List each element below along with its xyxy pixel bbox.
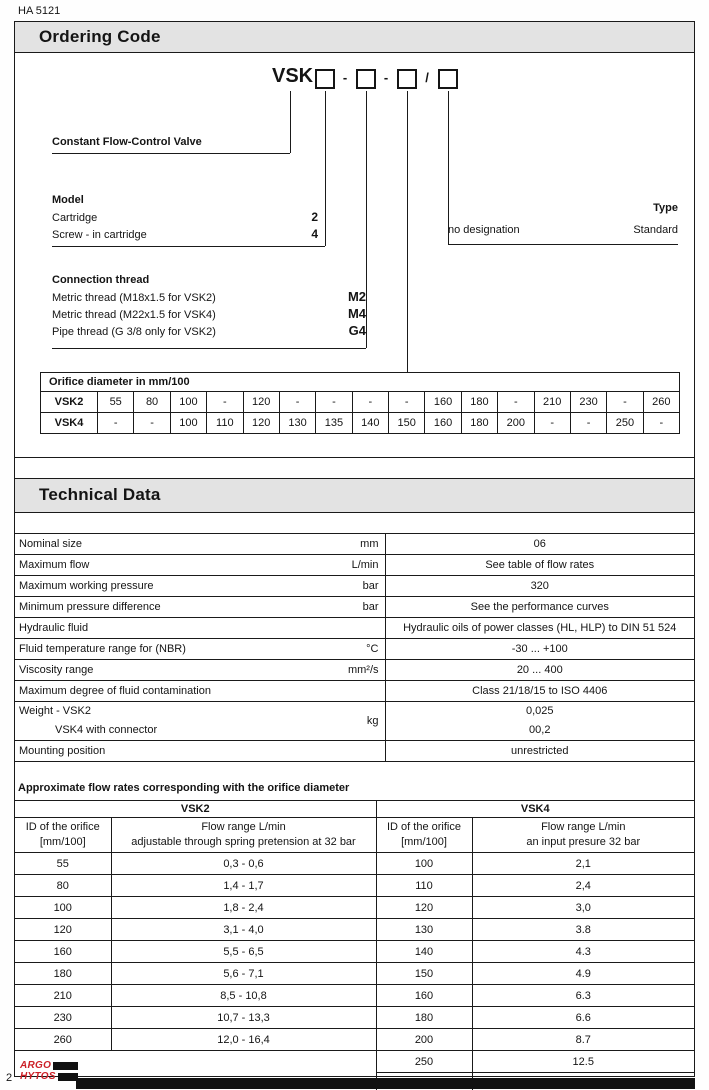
tech-value	[385, 597, 694, 618]
argo-hytos-logo	[20, 1060, 78, 1082]
tech-value-line1: 06	[533, 537, 546, 550]
tech-value	[385, 681, 694, 702]
orifice-cell: 180	[461, 413, 497, 434]
technical-data-row	[15, 639, 694, 660]
flow-cell-range-vsk2	[111, 1051, 376, 1073]
flow-cell-id-vsk4: 180	[376, 1007, 472, 1029]
tech-parameter-line1: Maximum flow	[19, 558, 90, 571]
tech-parameter	[15, 639, 329, 660]
flow-col-id-vsk2-line2: [mm/100]	[39, 836, 86, 848]
tech-parameter-line1: Fluid temperature range for (NBR)	[19, 642, 186, 655]
orifice-cell: 210	[534, 392, 570, 413]
orifice-cell: -	[389, 392, 425, 413]
model-rows	[52, 209, 318, 243]
model-row-label: Cartridge	[52, 212, 98, 224]
flow-cell-range-vsk4: 6.6	[472, 1007, 694, 1029]
connection-row	[52, 306, 366, 323]
flow-cell-id-vsk4: 160	[376, 985, 472, 1007]
flow-col-range-vsk2-line1: Flow range L/min	[201, 821, 286, 833]
flow-cell-range-vsk4: 12.5	[472, 1051, 694, 1073]
tech-parameter-line1: Mounting position	[19, 744, 106, 757]
flow-cell-range-vsk4: 6.3	[472, 985, 694, 1007]
model-row	[52, 209, 318, 226]
underline-valve-label	[52, 153, 290, 154]
ordering-code-prefix: VSK	[272, 65, 314, 87]
page-number: 2	[6, 1072, 13, 1084]
orifice-cell: 100	[170, 413, 206, 434]
tech-value	[385, 618, 694, 639]
flow-rate-row	[15, 1029, 694, 1051]
flow-rates-table	[15, 800, 694, 1090]
orifice-cell: 100	[170, 392, 206, 413]
flow-cell-range-vsk2: 5,5 - 6,5	[111, 941, 376, 963]
tech-unit: °C	[329, 639, 385, 660]
tech-value-line1: unrestricted	[511, 744, 569, 757]
connection-rows	[52, 289, 366, 340]
tech-value	[385, 741, 694, 762]
flow-rate-row	[15, 985, 694, 1007]
code-box-connection	[356, 69, 376, 89]
orifice-cell: -	[570, 413, 606, 434]
logo-row-argo	[20, 1060, 78, 1071]
tech-parameter-line1: Maximum working pressure	[19, 579, 154, 592]
flow-rate-row	[15, 897, 694, 919]
connection-thread-group	[52, 274, 366, 340]
tech-value	[385, 576, 694, 597]
flow-cell-id-vsk2: 210	[15, 985, 111, 1007]
flow-cell-id-vsk2: 230	[15, 1007, 111, 1029]
orifice-cell: -	[607, 392, 643, 413]
flow-cell-range-vsk4: 2,4	[472, 875, 694, 897]
orifice-cell: 150	[389, 413, 425, 434]
connection-row-label: Metric thread (M18x1.5 for VSK2)	[52, 292, 216, 304]
flow-group-vsk2: VSK2	[15, 801, 376, 818]
tech-parameter	[15, 555, 329, 576]
logo-row-hytos	[20, 1071, 78, 1082]
flow-column-header-row	[15, 818, 694, 853]
tech-unit: L/min	[329, 555, 385, 576]
orifice-cell: 160	[425, 413, 461, 434]
flow-cell-range-vsk4: 8.7	[472, 1029, 694, 1051]
code-separator-2: -	[383, 70, 389, 85]
flow-col-id-vsk2	[15, 818, 111, 853]
orifice-row-vsk2	[41, 392, 680, 413]
document-code: HA 5121	[18, 5, 61, 17]
model-row-code: 4	[311, 227, 318, 241]
tech-value	[385, 702, 694, 741]
tech-parameter-line1: Viscosity range	[19, 663, 94, 676]
flow-rate-row	[15, 853, 694, 875]
technical-data-row	[15, 597, 694, 618]
tech-unit	[329, 618, 385, 639]
orifice-cell: -	[316, 392, 352, 413]
orifice-cell: 110	[207, 413, 243, 434]
technical-data-body	[15, 534, 694, 762]
model-group	[52, 194, 318, 243]
flow-rates-title: Approximate flow rates corresponding with the orifice diameter	[18, 782, 350, 794]
logo-argo-text: ARGO	[20, 1060, 52, 1071]
flow-cell-id-vsk4: 130	[376, 919, 472, 941]
tech-parameter-line2: VSK4 with connector	[55, 724, 158, 736]
orifice-row-label: VSK2	[41, 392, 98, 413]
tech-value-line1: -30 ... +100	[511, 642, 568, 655]
flow-rate-row	[15, 875, 694, 897]
flow-cell-range-vsk2: 3,1 - 4,0	[111, 919, 376, 941]
tech-unit: bar	[329, 576, 385, 597]
flow-cell-id-vsk4: 200	[376, 1029, 472, 1051]
flow-cell-id-vsk4: 110	[376, 875, 472, 897]
technical-data-row	[15, 576, 694, 597]
flow-cell-id-vsk4: 140	[376, 941, 472, 963]
model-row	[52, 226, 318, 243]
tech-parameter	[15, 618, 329, 639]
flow-col-id-vsk2-line1: ID of the orifice	[25, 821, 100, 833]
tech-value	[385, 555, 694, 576]
technical-data-row	[15, 741, 694, 762]
flow-col-id-vsk4-line2: [mm/100]	[401, 836, 447, 848]
connector-line-connection	[366, 91, 367, 348]
ordering-code-diagram	[15, 53, 694, 458]
type-row	[448, 222, 678, 238]
connection-row	[52, 289, 366, 306]
technical-data-row	[15, 660, 694, 681]
logo-hytos-text: HYTOS	[20, 1071, 56, 1082]
connection-row	[52, 323, 366, 340]
technical-data-header: Technical Data	[15, 478, 694, 513]
orifice-cell: 135	[316, 413, 352, 434]
tech-unit: bar	[329, 597, 385, 618]
flow-cell-id-vsk2: 80	[15, 875, 111, 897]
flow-col-range-vsk4	[472, 818, 694, 853]
tech-value-line2: 00,2	[529, 724, 551, 736]
tech-parameter	[15, 576, 329, 597]
orifice-cell: 250	[607, 413, 643, 434]
flow-cell-range-vsk2: 0,3 - 0,6	[111, 853, 376, 875]
flow-rates-body	[15, 853, 694, 1090]
flow-col-range-vsk2-line2: adjustable through spring pretension at 32 bar	[131, 836, 356, 848]
type-row-value: Standard	[633, 224, 678, 236]
orifice-cell: 55	[98, 392, 134, 413]
flow-cell-id-vsk4: 150	[376, 963, 472, 985]
flow-col-range-vsk2	[111, 818, 376, 853]
logo-bar-bottom	[58, 1073, 78, 1081]
model-row-label: Screw - in cartridge	[52, 229, 147, 241]
flow-cell-id-vsk2: 55	[15, 853, 111, 875]
flow-col-id-vsk4	[376, 818, 472, 853]
orifice-cell: -	[643, 413, 679, 434]
technical-data-table	[15, 533, 694, 762]
code-box-type	[438, 69, 458, 89]
type-group-title: Type	[653, 202, 678, 214]
technical-data-row	[15, 555, 694, 576]
flow-group-header-row	[15, 801, 694, 818]
flow-cell-id-vsk2: 260	[15, 1029, 111, 1051]
orifice-cell: 120	[243, 392, 279, 413]
connection-row-code: M2	[347, 289, 366, 304]
technical-data-row	[15, 534, 694, 555]
flow-group-vsk4: VSK4	[376, 801, 694, 818]
tech-value-line1: 20 ... 400	[516, 663, 563, 676]
orifice-cell: 180	[461, 392, 497, 413]
tech-value-line1: See the performance curves	[470, 600, 609, 613]
orifice-cell: 260	[643, 392, 679, 413]
flow-col-range-vsk4-line2: an input presure 32 bar	[526, 836, 641, 848]
tech-unit: kg	[329, 702, 385, 741]
flow-cell-range-vsk2: 10,7 - 13,3	[111, 1007, 376, 1029]
page-frame	[14, 21, 695, 1077]
tech-unit: mm	[329, 534, 385, 555]
orifice-row-vsk4	[41, 413, 680, 434]
orifice-row-label: VSK4	[41, 413, 98, 434]
code-box-model	[315, 69, 335, 89]
orifice-cell: 230	[570, 392, 606, 413]
valve-name-label: Constant Flow-Control Valve	[52, 136, 202, 148]
tech-unit	[329, 741, 385, 762]
flow-cell-id-vsk2: 120	[15, 919, 111, 941]
connection-row-label: Metric thread (M22x1.5 for VSK4)	[52, 309, 216, 321]
type-rows	[448, 222, 678, 238]
connector-line-orifice	[407, 91, 408, 373]
orifice-cell: 140	[352, 413, 388, 434]
logo-bar-top	[53, 1062, 78, 1070]
tech-parameter	[15, 741, 329, 762]
flow-cell-range-vsk2: 5,6 - 7,1	[111, 963, 376, 985]
connection-group-title: Connection thread	[52, 274, 150, 286]
tech-parameter	[15, 597, 329, 618]
flow-cell-id-vsk2: 160	[15, 941, 111, 963]
tech-parameter-line1: Nominal size	[19, 537, 82, 550]
tech-parameter-line1: Minimum pressure difference	[19, 600, 161, 613]
connection-row-label: Pipe thread (G 3/8 only for VSK2)	[52, 326, 216, 338]
orifice-cell: 130	[279, 413, 315, 434]
flow-cell-id-vsk2: 100	[15, 897, 111, 919]
orifice-cell: -	[498, 392, 534, 413]
orifice-cell: -	[534, 413, 570, 434]
technical-data-row	[15, 702, 694, 741]
underline-model-group	[52, 246, 325, 247]
flow-rate-row	[15, 919, 694, 941]
model-group-title: Model	[52, 194, 84, 206]
tech-unit	[329, 681, 385, 702]
orifice-cell: -	[279, 392, 315, 413]
tech-value-line1: See table of flow rates	[485, 558, 595, 571]
flow-cell-range-vsk4: 4.9	[472, 963, 694, 985]
flow-cell-id-vsk2: 180	[15, 963, 111, 985]
orifice-cell: 200	[498, 413, 534, 434]
tech-parameter	[15, 534, 329, 555]
flow-rate-row	[15, 963, 694, 985]
tech-value	[385, 534, 694, 555]
ordering-code-header: Ordering Code	[15, 22, 694, 53]
tech-unit: mm²/s	[329, 660, 385, 681]
flow-cell-range-vsk4: 3.8	[472, 919, 694, 941]
orifice-cell: -	[352, 392, 388, 413]
type-row-label: no designation	[448, 224, 520, 236]
orifice-cell: 160	[425, 392, 461, 413]
tech-value-line1: Hydraulic oils of power classes (HL, HLP) to DIN 51 524	[403, 621, 677, 634]
footer-rule-bar	[76, 1078, 695, 1089]
code-separator-1: -	[342, 70, 348, 85]
flow-cell-range-vsk2: 12,0 - 16,4	[111, 1029, 376, 1051]
flow-cell-id-vsk4: 120	[376, 897, 472, 919]
orifice-cell: -	[98, 413, 134, 434]
flow-rate-row	[15, 1007, 694, 1029]
code-separator-3: /	[425, 70, 429, 85]
flow-cell-range-vsk4: 2,1	[472, 853, 694, 875]
flow-rate-row	[15, 941, 694, 963]
orifice-diameter-table	[40, 372, 680, 434]
section-gap	[15, 458, 694, 478]
technical-data-row	[15, 681, 694, 702]
flow-rate-row	[15, 1051, 694, 1073]
orifice-cell: 80	[134, 392, 170, 413]
flow-cell-range-vsk2: 1,8 - 2,4	[111, 897, 376, 919]
tech-value	[385, 660, 694, 681]
flow-cell-range-vsk4: 4.3	[472, 941, 694, 963]
connector-line-model	[325, 91, 326, 246]
connection-row-code: M4	[347, 306, 366, 321]
flow-cell-range-vsk4: 3,0	[472, 897, 694, 919]
type-group	[448, 202, 678, 238]
connector-line-valve	[290, 91, 291, 153]
tech-value-line1: 320	[530, 579, 549, 592]
orifice-table-title: Orifice diameter in mm/100	[41, 373, 680, 392]
flow-col-id-vsk4-line1: ID of the orifice	[387, 821, 461, 833]
underline-type-group	[448, 244, 678, 245]
tech-parameter	[15, 681, 329, 702]
tech-parameter-line1: Maximum degree of fluid contamination	[19, 684, 211, 697]
tech-parameter-line1: Hydraulic fluid	[19, 621, 89, 634]
technical-data-row	[15, 618, 694, 639]
flow-cell-range-vsk2: 8,5 - 10,8	[111, 985, 376, 1007]
model-row-code: 2	[311, 210, 318, 224]
connection-row-code: G4	[348, 323, 366, 338]
orifice-cell: -	[207, 392, 243, 413]
orifice-title-row	[41, 373, 680, 392]
tech-value-line1: Class 21/18/15 to ISO 4406	[472, 684, 608, 697]
tech-parameter	[15, 702, 329, 741]
orifice-cell: -	[134, 413, 170, 434]
tech-value-line1: 0,025	[525, 705, 554, 717]
flow-col-range-vsk4-line1: Flow range L/min	[541, 821, 626, 833]
tech-parameter	[15, 660, 329, 681]
tech-parameter-line1: Weight - VSK2	[19, 705, 91, 717]
code-box-orifice	[397, 69, 417, 89]
flow-cell-id-vsk4: 250	[376, 1051, 472, 1073]
tech-value	[385, 639, 694, 660]
flow-cell-range-vsk2: 1,4 - 1,7	[111, 875, 376, 897]
underline-connection-group	[52, 348, 366, 349]
orifice-cell: 120	[243, 413, 279, 434]
flow-cell-id-vsk4: 100	[376, 853, 472, 875]
